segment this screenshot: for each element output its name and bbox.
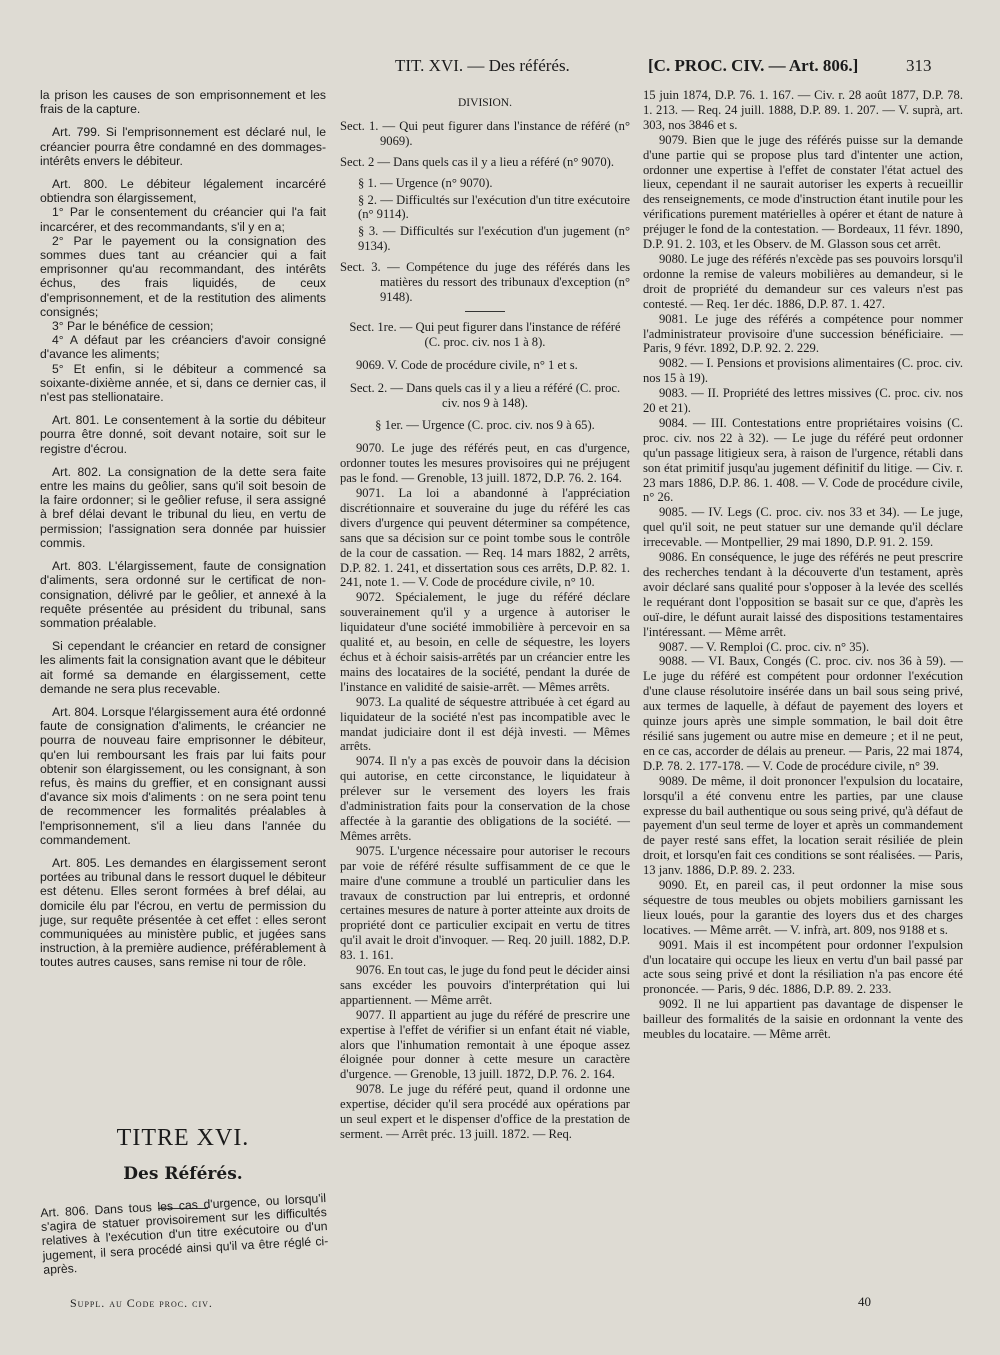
page-number: 313 <box>906 56 932 75</box>
section-heading: Sect. 2. — Dans quels cas il y a lieu a référé (C. proc. civ. nos 9 à 148). <box>349 380 621 410</box>
paragraph-9070: 9070. Le juge des référés peut, en cas d'urgence, ordonner toutes les mesures provisoires qui ne préjugent pas le fond. — Grenoble, 13 juill. 1872, D.P. 76. 2. 164. <box>340 441 630 486</box>
paragraph-9088: 9088. — VI. Baux, Congés (C. proc. civ. nos 36 à 59). — Le juge du référé est compétent pour ordonner l'exécution d'une clause résolutoire insérée dans un bail sous seing privé, aux termes de laquelle, à défaut de payement des loyers et quinze jours après une simple sommation, le bail doit être résilié sans jugement ou autre mise en demeure ; et il ne peut, en ce cas, accorder de délais au preneur. — Paris, 22 mai 1874, D.P. 78. 2. 177-178. — V. Code de procédure civile, n° 39. <box>643 654 963 773</box>
division-heading: DIVISION. <box>458 97 512 109</box>
article-800-item: 2° Par le payement ou la consignation des sommes dues tant au créancier qui a fait emprisonner qu'au recommandant, des intérêts échus, des frais liquidés, de ceux d'emprisonnement, et de la restitution des aliments consignés; <box>40 233 326 319</box>
paragraph-9069: 9069. V. Code de procédure civile, n° 1 et s. <box>356 357 578 372</box>
paragraph-9075: 9075. L'urgence nécessaire pour autoriser le recours par voie de référé résulte suffisamment de ce que le maire d'une commune a troublé un particulier dans les travaux de construction par lui entrepris, et ordonné certaines mesures de nature à porter atteinte aux droits de propriété dont ce particulier excipait en vertu de titres qu'il avait le droit d'invoquer. — Req. 20 juill. 1882, D.P. 83. 1. 161. <box>340 843 630 963</box>
paragraph-9086: 9086. En conséquence, le juge des référés ne peut prescrire des recherches tendant à la découverte d'un testament, après avoir déclaré sans qualité pour s'opposer à la levée des scellés le requérant dont l'opposition se basait sur ce que, d'après les ouï-dire, le défunt aurait laissé des dispositions testamentaires l'intéressant. — Même arrêt. <box>643 550 963 639</box>
article-804: Art. 804. Lorsque l'élargissement aura été ordonné faute de consignation d'aliments, le créancier ne pourra de nouveau faire emprisonner le débiteur, qu'en lui remboursant les frais par lui faits pour obtenir son élargissement, ou les consignant, à son refus, ès mains du greffier, et en consignant aussi d'avance six mois d'aliments : on ne sera point tenu de recommencer les formalités préalables à l'emprisonnement, s'il a lieu dans l'année du commandement. <box>40 704 327 847</box>
paragraph-9072: 9072. Spécialement, le juge du référé déclare souverainement qu'il y a urgence à autoriser le liquidateur d'une société immobilière à percevoir en sa qualité et, au besoin, en celle de séquestre, les loyers échus et à échoir saisis-arrêtés par un créancier entre les mains des locataires de la société, pendant la durée de l'instance en validité de saisie-arrêt. — Mêmes arrêts. <box>340 590 630 694</box>
section-heading: Sect. 1re. — Qui peut figurer dans l'instance de référé (C. proc. civ. nos 1 à 8). <box>349 319 621 349</box>
article-801: Art. 801. Le consentement à la sortie du débiteur pourra être donné, soit devant notaire, soit sur le registre d'écrou. <box>40 413 326 456</box>
article-800: Art. 800. Le débiteur légalement incarcéré obtiendra son élargissement, <box>40 177 326 206</box>
paragraph-9082: 9082. — I. Pensions et provisions alimentaires (C. proc. civ. nos 15 à 19). <box>643 356 963 386</box>
paragraph-9083: 9083. — II. Propriété des lettres missives (C. proc. civ. nos 20 et 21). <box>643 386 963 416</box>
outline-section-1 <box>340 119 630 149</box>
outline-section-2 <box>340 155 630 170</box>
article-800-item: 3° Par le bénéfice de cession; <box>52 319 214 334</box>
running-header <box>0 56 1000 80</box>
paragraph-9076: 9076. En tout cas, le juge du fond peut le décider ainsi sans excéder les pouvoirs d'interprétation qui lui appartiennent. — Même arrêt. <box>340 963 630 1007</box>
paragraph-9089: 9089. De même, il doit prononcer l'expulsion du locataire, lorsqu'il a été convenu entre les parties, par une clause expresse du bail authentique ou sous seing privé, qu'à défaut de payement d'un seul terme de loyer et après un commandement de payer resté sans effet, la location serait résiliée de plein droit, et lorsqu'en fait ces conditions se sont réalisées. — Paris, 13 janv. 1886, D.P. 89. 2. 233. <box>643 773 963 878</box>
paragraph-9090: 9090. Et, en pareil cas, il peut ordonner la mise sous séquestre de tous meubles ou objets mobiliers garnissant les lieux loués, pour la garantie des loyers dus et des charges locatives. — Même arrêt. — V. infrà, art. 809, nos 9188 et s. <box>643 878 963 937</box>
paragraph-9087: 9087. — V. Remploi (C. proc. civ. n° 35). <box>659 639 870 654</box>
paragraph-9073: 9073. La qualité de séquestre attribuée à cet égard au liquidateur de la société n'est pas incompatible avec le mandat judiciaire dont il est déjà investi. — Mêmes arrêts. <box>340 694 630 754</box>
divider <box>465 311 505 312</box>
outline-subsection: § 3. — Difficultés sur l'exécution d'un jugement (n° 9134). <box>358 224 630 254</box>
outline-text: Sect. 2 — Dans quels cas il y a lieu a référé (n° 9070). <box>340 154 614 169</box>
paragraph-9092: 9092. Il ne lui appartient pas davantage de dispenser le bailleur des formalités de la saisie en ordonnant la vente des meubles du locataire. — Même arrêt. <box>643 997 963 1042</box>
outline-subsection: § 1. — Urgence (n° 9070). <box>358 175 493 190</box>
paragraph-9084: 9084. — III. Contestations entre propriétaires voisins (C. proc. civ. nos 22 à 32). — Le juge du référé peut ordonner qu'un passage litigieux sera, à raison de l'urgence, rétabli dans son état primitif jusqu'au jugement définitif du litige. — Civ. r. 23 mars 1886, D.P. 86. 1. 408. — V. Code de procédure civile, n° 26. <box>643 415 963 505</box>
paragraph-9077: 9077. Il appartient au juge du référé de prescrire une expertise à l'effet de vérifier si un enfant était né viable, alors que l'inhumation remontait à une époque assez éloignée pour donner à cette mesure un caractère d'urgence. — Grenoble, 13 juill. 1872, D.P. 76. 2. 164. <box>340 1007 630 1082</box>
article-800-item: 4° A défaut par les créanciers d'avoir consigné d'avance les aliments; <box>40 333 326 362</box>
paragraph-9080: 9080. Le juge des référés n'excède pas ses pouvoirs lorsqu'il ordonne la remise de valeurs mobilières au demandeur, si le droit de propriété du demandeur sur ces valeurs n'est pas contesté. — Req. 1er déc. 1886, D.P. 87. 1. 427. <box>643 251 963 311</box>
article-799: Art. 799. Si l'emprisonnement est déclaré nul, le créancier pourra être condamné en des dommages-intérêts envers le débiteur. <box>40 125 326 168</box>
column-left <box>40 88 326 979</box>
paragraph-9081: 9081. Le juge des référés a compétence pour nommer l'administrateur provisoire d'une succession bénéficiaire. — Paris, 9 févr. 1892, D.P. 92. 2. 229. <box>643 311 963 356</box>
article-802: Art. 802. La consignation de la dette sera faite entre les mains du geôlier, sans qu'il soit besoin de la faire ordonner; si le geôlier refuse, il sera assigné à bref délai devant le tribunal du lieu, en vertu de permission; l'assignation sera donnée par huissier commis. <box>40 464 326 550</box>
outline-subsection: § 2. — Difficultés sur l'exécution d'un titre exécutoire (n° 9114). <box>358 192 630 222</box>
paragraph: la prison les causes de son emprisonnement et les frais de la capture. <box>40 88 326 117</box>
paragraph-9071: 9071. La loi a abandonné à l'appréciation discrétionnaire et souveraine du juge du référé les cas divers d'urgence qui peuvent déterminer sa compétence, sans que sa décision sur ce point tombe sous le contrôle de la cour de cassation. — Req. 14 mars 1882, 2 arrêts, D.P. 82. 1. 241, et dissertation sous ces arrêts, D.P. 82. 1. 241, note 1. — V. Code de procédure civile, n° 10. <box>340 486 630 590</box>
paragraph: 15 juin 1874, D.P. 76. 1. 167. — Civ. r. 28 août 1877, D.P. 78. 1. 213. — Req. 24 juill. 1888, D.P. 89. 1. 207. — V. suprà, art. 303, nos 3846 et s. <box>643 88 963 132</box>
outline-text: Sect. 1. — Qui peut figurer dans l'instance de référé (n° 9069). <box>340 118 630 148</box>
outline-section-3 <box>340 260 630 305</box>
title-number: TITRE XVI. <box>116 1125 250 1151</box>
footer-left: Suppl. au Code proc. civ. <box>70 1296 213 1310</box>
outline-text: Sect. 3. — Compétence du juge des référés dans les matières du ressort des tribunaux d'exception (n° 9148). <box>340 260 630 304</box>
footer-signature: 40 <box>858 1294 871 1309</box>
article-803-paragraph: Si cependant le créancier en retard de consigner les aliments fait la consignation avant que le débiteur ait formé sa demande en élargissement, cette demande ne sera plus recevable. <box>40 639 326 696</box>
paragraph-9074: 9074. Il n'y a pas excès de pouvoir dans la décision qui autorise, en cette circonstance, le liquidateur à prélever sur le versement des loyers les frais d'administration faits pour la conservation de la chose affectée à la garantie des obligations de la société. — Mêmes arrêts. <box>340 754 630 843</box>
header-title: TIT. XVI. — Des référés. <box>395 56 570 75</box>
paragraph-9078: 9078. Le juge du référé peut, quand il ordonne une expertise, décider qu'il sera procédé aux opérations par un seul expert et le dispenser d'office de la prestation de serment. — Arrêt préc. 13 juill. 1872. — Req. <box>340 1082 630 1141</box>
subsection-heading: § 1er. — Urgence (C. proc. civ. nos 9 à 65). <box>375 418 595 433</box>
article-805: Art. 805. Les demandes en élargissement seront portées au tribunal dans le ressort duquel le débiteur est détenu. Elles seront formées à bref délai, au domicile élu par l'écrou, en vertu de permission du juge, sur requête présentée à cet effet : elles seront communiquées au ministère public, et jugées sans instruction, à la première audience, préférablement à toutes autres causes, sans remise ni tour de rôle. <box>40 855 326 970</box>
article-800-item: 5° Et enfin, si le débiteur a commencé sa soixante-dixième année, et si, dans ce dernier cas, il n'est pas stellionataire. <box>40 361 326 405</box>
paragraph-9079: 9079. Bien que le juge des référés puisse sur la demande d'une partie qui se propose plus tard d'intenter une action, ordonner une expertise à l'effet de constater l'état actuel des lieux, cependant il ne saurait autoriser les experts à recueillir des renseignements, ce mode d'instruction étant inutile pour les vérifications purement matérielles à opérer et étant de nature à préjuger le fond de la contestation. — Bordeaux, 11 févr. 1890, D.P. 91. 2. 103, et les Observ. de M. Glasson sous cet arrêt. <box>643 132 963 252</box>
header-reference: [C. PROC. CIV. — Art. 806.] <box>648 56 859 75</box>
article-800-item: 1° Par le consentement du créancier qui l'a fait incarcérer, et des recommandants, s'il y en a; <box>40 205 326 234</box>
article-803: Art. 803. L'élargissement, faute de consignation d'aliments, sera ordonné sur le certificat de non-consignation, délivré par le geôlier, et annexé à la requête présentée au président du tribunal, sans sommation préalable. <box>40 559 326 630</box>
paragraph-9085: 9085. — IV. Legs (C. proc. civ. nos 33 et 34). — Le juge, quel qu'il soit, ne peut statuer sur une demande qu'il déclare irrecevable. — Montpellier, 29 mai 1890, D.P. 91. 2. 159. <box>643 505 963 550</box>
title-heading: Des Référés. <box>123 1164 243 1184</box>
column-right <box>643 88 963 1042</box>
column-middle <box>340 88 630 1142</box>
paragraph-9091: 9091. Mais il est incompétent pour ordonner l'expulsion d'un locataire qui occupe les lieux en vertu d'un bail passé par acte sous seing privé et dont la résiliation n'a pas encore été prononcée. — Paris, 9 déc. 1886, D.P. 89. 2. 233. <box>643 937 963 997</box>
article-806: Art. 806. Dans tous les cas d'urgence, ou lorsqu'il s'agira de statuer provisoirement sur les difficultés relatives à l'exécution d'un titre exécutoire ou d'un jugement, il sera procédé ainsi qu'il va être réglé ci-après. <box>40 1191 329 1277</box>
